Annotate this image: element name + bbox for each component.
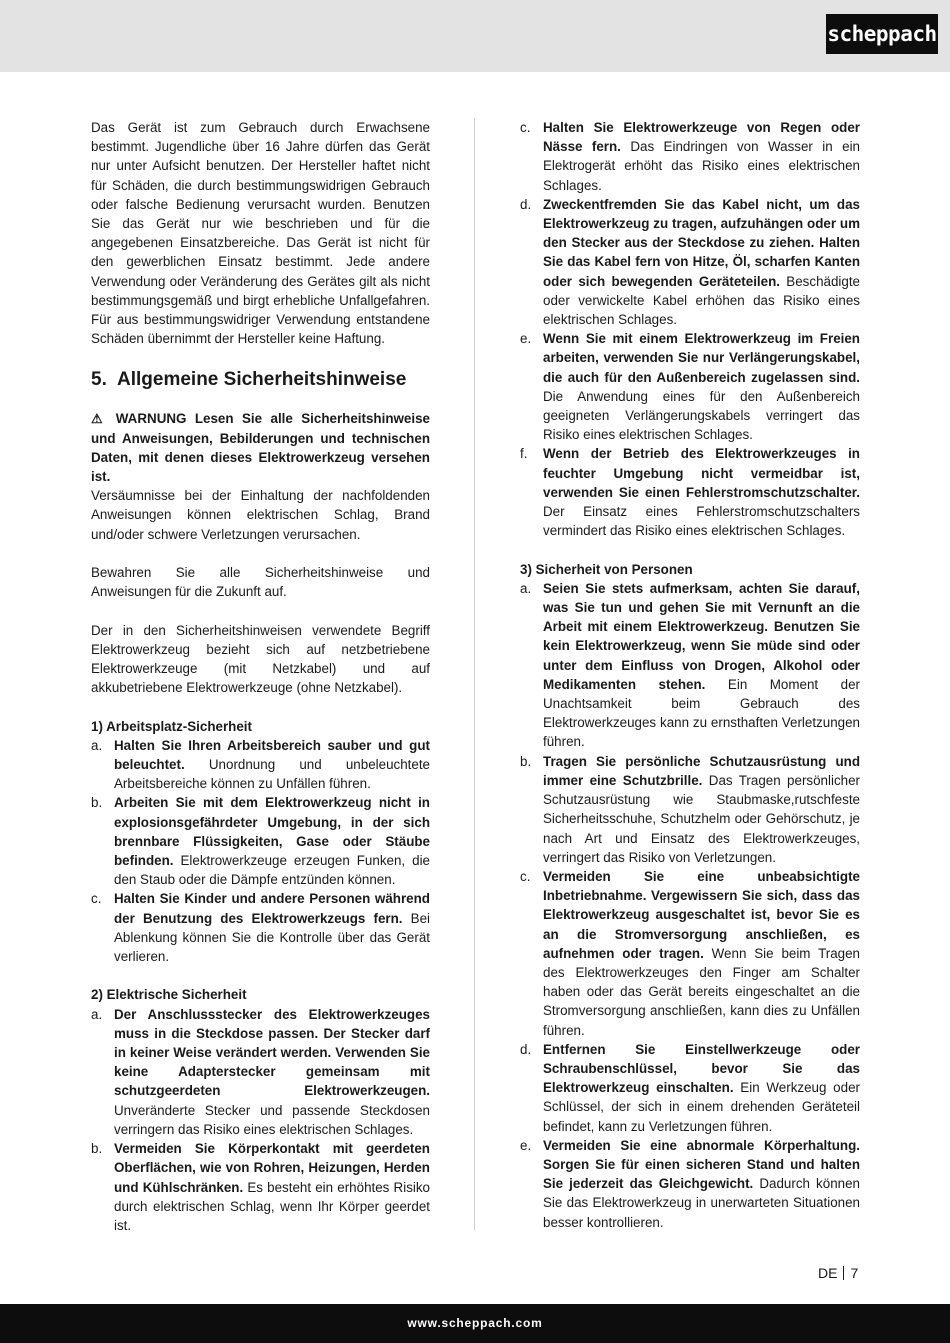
subsection-heading-3: 3) Sicherheit von Personen: [520, 561, 693, 577]
list-3: [520, 579, 860, 1232]
list-item: c. Halten Sie Kinder und andere Personen während der Benutzung des Elektrowerkzeugs fern. Bei Ablenkung können Sie die Kontrolle über das Gerät verlieren.: [91, 891, 430, 965]
warning-icon: ⚠: [91, 411, 108, 427]
list-item: e. Wenn Sie mit einem Elektrowerkzeug im Freien arbeiten, verwenden Sie nur Verlängerungskabel, die auch für den Außenbereich zugelassen sind. Die Anwendung eines für den Außenbereich geeigneten Verlängerungskabels verringert das Risiko eines elektrischen Schlages.: [520, 331, 860, 443]
list-item: c. Vermeiden Sie eine unbeabsichtigte Inbetriebnahme. Vergewissern Sie sich, dass das Elektrowerkzeug ausgeschaltet ist, bevor Sie es an die Stromversorgung anschließen, es aufnehmen oder tragen. Wenn Sie beim Tragen des Elektrowerkzeuges den Finger am Schalter haben oder das Gerät bereits eingeschaltet an die Stromversorgung anschließen, kann dies zu Unfällen führen.: [520, 868, 861, 1038]
page-separator: [843, 1266, 844, 1280]
section-heading: [91, 368, 430, 392]
list-item: d. Entfernen Sie Einstellwerkzeuge oder Schraubenschlüssel, bevor Sie das Elektrowerkzeug einschalten. Ein Werkzeug oder Schlüssel, der sich in einem drehenden Geräteteil befindet, kann zu Verletzungen führen.: [520, 1041, 860, 1134]
section-title: Allgemeine Sicherheitshinweise: [117, 369, 407, 391]
list-item: b. Arbeiten Sie mit dem Elektrowerkzeug nicht in explosionsgefährdeter Umgebung, in der sich brennbare Flüssigkeiten, Gase oder Stäube befinden. Elektrowerkzeuge erzeugen Funken, die den Staub oder die Dämpfe entzünden können.: [91, 795, 430, 888]
left-column: [91, 118, 430, 1235]
language-code: DE: [818, 1265, 838, 1281]
keep-instructions: Bewahren Sie alle Sicherheitshinweise und Anweisungen für die Zukunft auf.: [91, 565, 430, 600]
warning-text: Versäumnisse bei der Einhaltung der nachfoldenden Anweisungen können elektrischen Schlag, Brand und/oder schwere Verletzungen verursachen.: [91, 488, 430, 542]
page-number: [818, 1265, 858, 1281]
website-link[interactable]: www.scheppach.com: [407, 1316, 543, 1330]
list-item: b. Tragen Sie persönliche Schutzausrüstung und immer eine Schutzbrille. Das Tragen persönlicher Schutzausrüstung wie Staubmaske,rutschfeste Sicherheitsschuhe, Schutzhelm oder Gehörschutz, je nach Art und Einsatz des Elektrowerkzeuges, verringert das Risiko von Verletzungen.: [520, 753, 861, 865]
warning-bold-text: WARNUNG Lesen Sie alle Sicherheitshinweise und Anweisungen, Bebilderungen und technischen Daten, mit denen dieses Elektrowerkzeug versehen ist.: [91, 411, 430, 485]
right-column: [520, 118, 860, 1232]
subsection-heading-2: 2) Elektrische Sicherheit: [91, 987, 247, 1003]
list-2: [91, 1005, 430, 1235]
intro-paragraph: Das Gerät ist zum Gebrauch durch Erwachsene bestimmt. Jugendliche über 16 Jahre dürfen das Gerät nur unter Aufsicht benutzen. Der Hersteller haftet nicht für Schäden, die durch bestimmungswidrigen Gebrauch oder falsche Bedienung verursacht wurden. Benutzen Sie das Gerät nur wie beschrieben und für die angegebenen Einsatzbereiche. Das Gerät ist nicht für den gewerblichen Einsatz bestimmt. Jede andere Verwendung oder Veränderung des Gerätes gilt als nicht bestimmungsgemäß und birgt erhebliche Unfallgefahren. Für aus bestimmungswidriger Verwendung entstandene Schäden übernimmt der Hersteller keine Haftung.: [91, 120, 430, 347]
list-item: b. Vermeiden Sie Körperkontakt mit geerdeten Oberflächen, wie von Rohren, Heizungen, Herden und Kühlschränken. Es besteht ein erhöhtes Risiko durch elektrischen Schlag, wenn Ihr Körper geerdet ist.: [91, 1141, 431, 1233]
list-item: d. Zweckentfremden Sie das Kabel nicht, um das Elektrowerkzeug zu tragen, aufzuhängen oder um den Stecker aus der Steckdose zu ziehen. Halten Sie das Kabel fern von Hitze, Öl, scharfen Kanten oder sich bewegenden Geräteteilen. Beschädigte oder verwickelte Kabel erhöhen das Risiko eines elektrischen Schlages.: [520, 196, 860, 328]
term-definition: Der in den Sicherheitshinweisen verwendete Begriff Elektrowerkzeug bezieht sich auf netzbetriebene Elektrowerkzeuge (mit Netzkabel) und auf akkubetriebene Elektrowerkzeuge (ohne Netzkabel).: [91, 622, 430, 696]
footer-bar: [0, 1304, 950, 1343]
header-bar: [0, 0, 950, 72]
subsection-heading-1: 1) Arbeitsplatz-Sicherheit: [91, 718, 252, 734]
list-item: c. Halten Sie Elektrowerkzeuge von Regen oder Nässe fern. Das Eindringen von Wasser in ein Elektrogerät erhöht das Risiko eines elektrischen Schlages.: [520, 120, 860, 193]
list-1: [91, 736, 430, 966]
page-num: 7: [850, 1265, 859, 1281]
list-item: f. Wenn der Betrieb des Elektrowerkzeuges in feuchter Umgebung nicht vermeidbar ist, verwenden Sie einen Fehlerstromschutzschalter. Der Einsatz eines Fehlerstromschutzschalters vermindert das Risiko eines elektrischen Schlages.: [520, 446, 860, 539]
warning-heading: [91, 409, 430, 486]
list-item: a. Halten Sie Ihren Arbeitsbereich sauber und gut beleuchtet. Unordnung und unbeleuchtete Arbeitsbereiche können zu Unfällen führen.: [91, 737, 430, 792]
section-number: 5.: [91, 369, 107, 391]
column-divider: [474, 118, 475, 1230]
list-item: a. Seien Sie stets aufmerksam, achten Sie darauf, was Sie tun und gehen Sie mit Vernunft an die Arbeit mit einem Elektrowerkzeug. Benutzen Sie kein Elektrowerkzeug, wenn Sie müde sind oder unter dem Einfluss von Drogen, Alkohol oder Medikamenten stehen. Ein Moment der Unachtsamkeit beim Gebrauch des Elektrowerkzeuges kann zu ernsthaften Verletzungen führen.: [520, 580, 860, 750]
list-item: a. Der Anschlussstecker des Elektrowerkzeuges muss in die Steckdose passen. Der Stecker darf in keiner Weise verändert werden. Verwenden Sie keine Adapterstecker gemeinsam mit schutzgeerdeten Elektrowerkzeugen. Unveränderte Stecker und passende Steckdosen verringern das Risiko eines elektrischen Schlages.: [91, 1006, 430, 1137]
list-2-continued: [520, 118, 860, 540]
list-item: e. Vermeiden Sie eine abnormale Körperhaltung. Sorgen Sie für einen sicheren Stand und halten Sie jederzeit das Gleichgewicht. Dadurch können Sie das Elektrowerkzeug in unerwarteten Situationen besser kontrollieren.: [520, 1137, 860, 1230]
brand-logo: scheppach: [826, 14, 938, 54]
